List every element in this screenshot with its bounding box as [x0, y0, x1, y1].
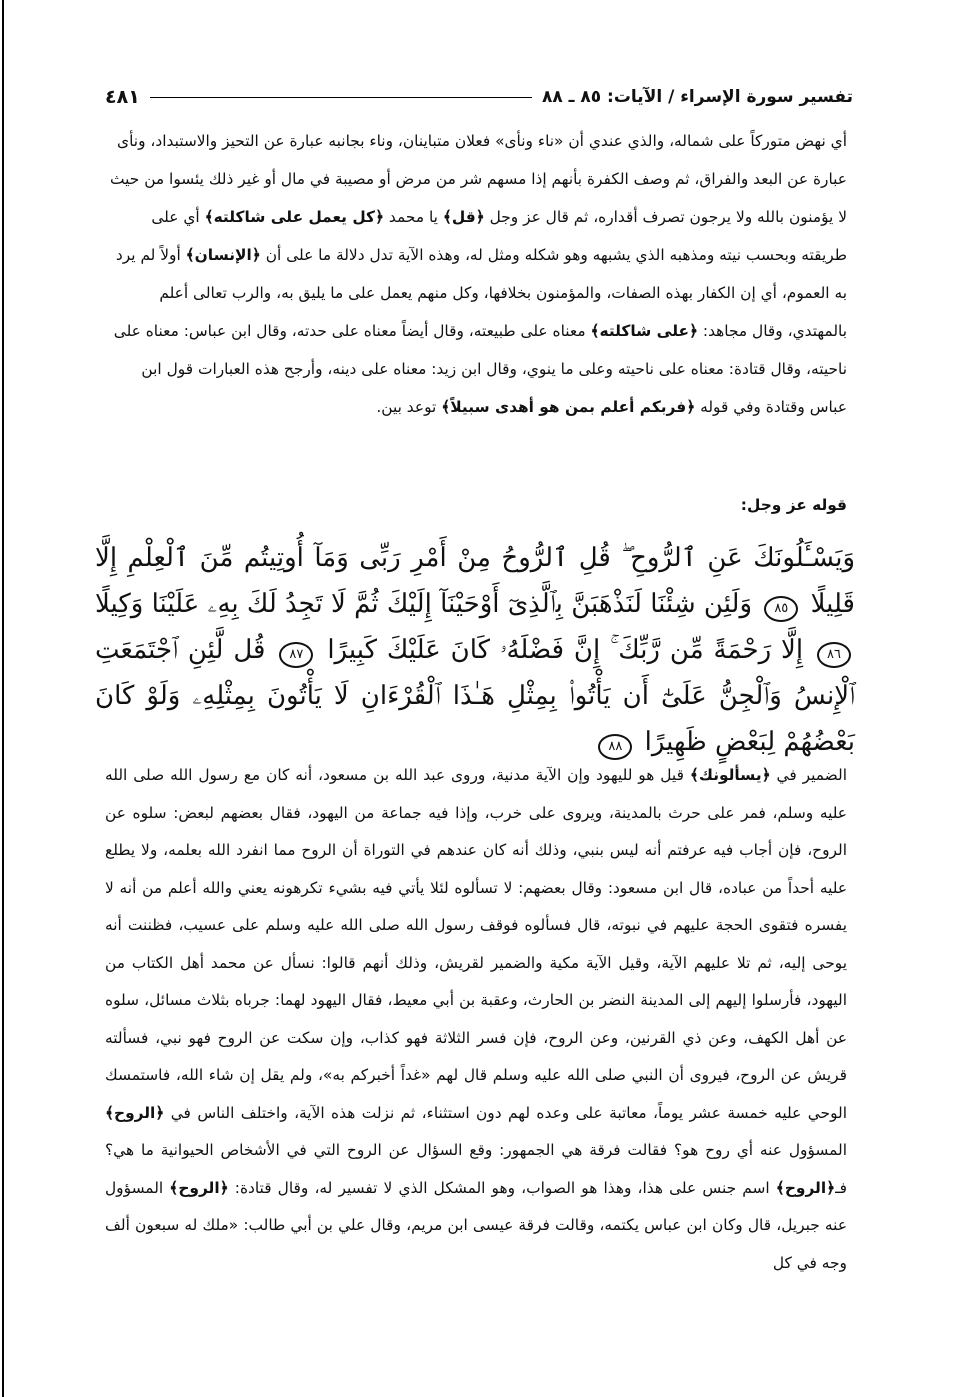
- verse-86: وَلَئِن شِئْنَا لَنَذْهَبَنَّ بِٱلَّذِىٓ أَوْحَيْنَآ إِلَيْكَ ثُمَّ لَا تَجِدُ لَكَ بِهِۦ عَلَيْنَا وَكِيلًا: [95, 589, 753, 619]
- paragraph-text: [105, 757, 847, 1282]
- quran-quote: ﴿الروح﴾: [105, 1103, 165, 1122]
- verse-88: قُل لَّئِنِ ٱجْتَمَعَتِ ٱلْإِنسُ وَٱلْجِنُّ عَلَىٰٓ أَن يَأْتُوا۟ بِمِثْلِ هَـٰذَا ٱلْقُرْءَانِ لَا يَأْتُونَ بِمِثْلِهِۦ وَلَوْ كَانَ بَعْضُهُمْ لِبَعْضٍ ظَهِيرًا: [95, 635, 855, 757]
- text-run: الضمير في: [770, 766, 847, 784]
- quran-quote: ﴿يسألونك﴾: [689, 766, 771, 784]
- text-run: توعد بين.: [376, 398, 442, 416]
- header-title: تفسير سورة الإسراء / الآيات: ٨٥ ـ ٨٨: [541, 87, 853, 107]
- verse-number-87: ٨٧: [279, 642, 313, 668]
- quran-verses: [95, 535, 855, 765]
- verse-number-88: ٨٨: [598, 734, 632, 760]
- page-edge-rule: [2, 0, 4, 1397]
- text-run: اسم جنس على هذا، وهذا هو الصواب، وهو المشكل الذي لا تفسير له، وقال قتادة:: [228, 1178, 776, 1197]
- quran-quote: ﴿فربكم أعلم بمن هو أهدى سبيلاً﴾: [441, 398, 696, 416]
- text-run: أولاً لم يرد به العموم، أي إن الكفار بهذه الصفات، والمؤمنون بخلافها، وكل منهم يعمل على ما يليق به، والرب تعالى أعلم بالمهتدي، وقال مجاهد:: [115, 246, 847, 340]
- verse-number-86: ٨٦: [817, 642, 851, 668]
- text-run: المسؤول عنه أي روح هو؟ فقالت فرقة هي الجمهور: وقع السؤال عن الروح التي في الأشخاص الحيوانية ما هي؟ فـ: [105, 1141, 847, 1197]
- commentary-paragraph-2: [105, 757, 847, 1282]
- quran-quote: ﴿على شاكلته﴾: [590, 322, 699, 340]
- text-run: قيل هو لليهود وإن الآية مدنية، وروى عبد الله بن مسعود، أنه كان مع رسول الله صلى الله عليه وسلم، فمر على حرث بالمدينة، ويروى على خرب، وإذا فيه جماعة من اليهود، فقال بعضهم لبعض: سلوه عن الروح، فإن أجاب فيه عرفتم أنه ليس بنبي، وذلك أنه كان عندهم في التوراة أن الروح مما انفرد الله بعلمه، ولا يطلع عليه أحداً من عباده، قال ابن مسعود: وقال بعضهم: لا تسألوه لئلا يأتي فيه بشيء تكرهونه يعني والله أعلم من أنه لا يفسره فتقوى الحجة عليهم في نبوته، قال فسألوه فوقف رسول الله صلى الله عليه وسلم على عسيب، فظننت أنه يوحى إليه، ثم تلا عليهم الآية، وقيل الآية مكية والضمير لقريش، وذلك أنهم قالوا: نسأل عن محمد أهل الكتاب من اليهود، فأرسلوا إليهم إلى المدينة النضر بن الحارث، وعقبة بن أبي معيط، فقال اليهود لهما: جرباه بثلاث مسائل، سلوه عن أهل الكهف، وعن ذي القرنين، وعن الروح، فإن فسر الثلاثة فهو كذاب، وإن سكت عن الروح فهو نبي، فسألته قريش عن الروح، فيروى أن النبي صلى الله عليه وسلم قال لهم «غداً أخبركم به»، ولم يقل إن شاء الله، فاستمسك الوحي عليه خمسة عشر يوماً، معاتبة على وعده لهم دون استثناء، ثم نزلت هذه الآية، واختلف الناس في: [105, 766, 847, 1122]
- quran-quote: ﴿الإنسان﴾: [185, 246, 261, 264]
- text-run: أي على طريقته وبحسب نيته ومذهبه الذي يشبهه وهو شكله ومثل له، وهذه الآية تدل دلالة ما على أن: [151, 208, 847, 264]
- verse-intro: قوله عز وجل:: [740, 496, 847, 514]
- text-run: يا محمد: [384, 208, 443, 226]
- commentary-paragraph-1: [105, 122, 847, 426]
- paragraph-text: [105, 122, 847, 426]
- quran-quote: ﴿الروح﴾: [775, 1178, 836, 1197]
- quran-quote: ﴿كل يعمل على شاكلته﴾: [204, 208, 385, 226]
- text-run: المسؤول عنه جبريل، قال وكان ابن عباس يكتمه، وقالت فرقة عيسى ابن مريم، وقال علي بن أبي طالب: «ملك له سبعون ألف وجه في كل: [105, 1178, 847, 1272]
- quran-quote: ﴿قل﴾: [442, 208, 485, 226]
- text-run: معناه على طبيعته، وقال أيضاً معناه على حدته، وقال ابن عباس: معناه على ناحيته، وقال قتادة: معناه على ناحيته وعلى ما ينوي، وقال ابن زيد: معناه على دينه، وأرجح هذه العبارات قول ابن عباس وقتادة وفي قوله: [113, 322, 847, 416]
- verse-number-85: ٨٥: [764, 596, 798, 622]
- page-number: ٤٨١: [105, 86, 140, 108]
- quran-quote: ﴿الروح﴾: [169, 1178, 229, 1197]
- text-run: أي نهض متوركاً على شماله، والذي عندي أن «ناء ونأى» فعلان متباينان، وناء بجانبه عبارة عن التحيز والاستبداد، ونأى عبارة عن البعد والفراق، ثم وصف الكفرة بأنهم إذا مسهم شر من مرض أو مصيبة في مال أو غير ذلك يئسوا من حيث لا يؤمنون بالله ولا يرجون تصرف أقداره، ثم قال عز وجل: [110, 132, 847, 226]
- verse-85: وَيَسْـَٔلُونَكَ عَنِ ٱلرُّوحِ ۖ قُلِ ٱلرُّوحُ مِنْ أَمْرِ رَبِّى وَمَآ أُوتِيتُم مِّنَ ٱلْعِلْمِ إِلَّا قَلِيلًا: [95, 543, 856, 619]
- verse-87: إِلَّا رَحْمَةً مِّن رَّبِّكَ ۚ إِنَّ فَضْلَهُۥ كَانَ عَلَيْكَ كَبِيرًا: [327, 635, 804, 665]
- running-header: [105, 80, 853, 114]
- header-rule: [150, 97, 532, 98]
